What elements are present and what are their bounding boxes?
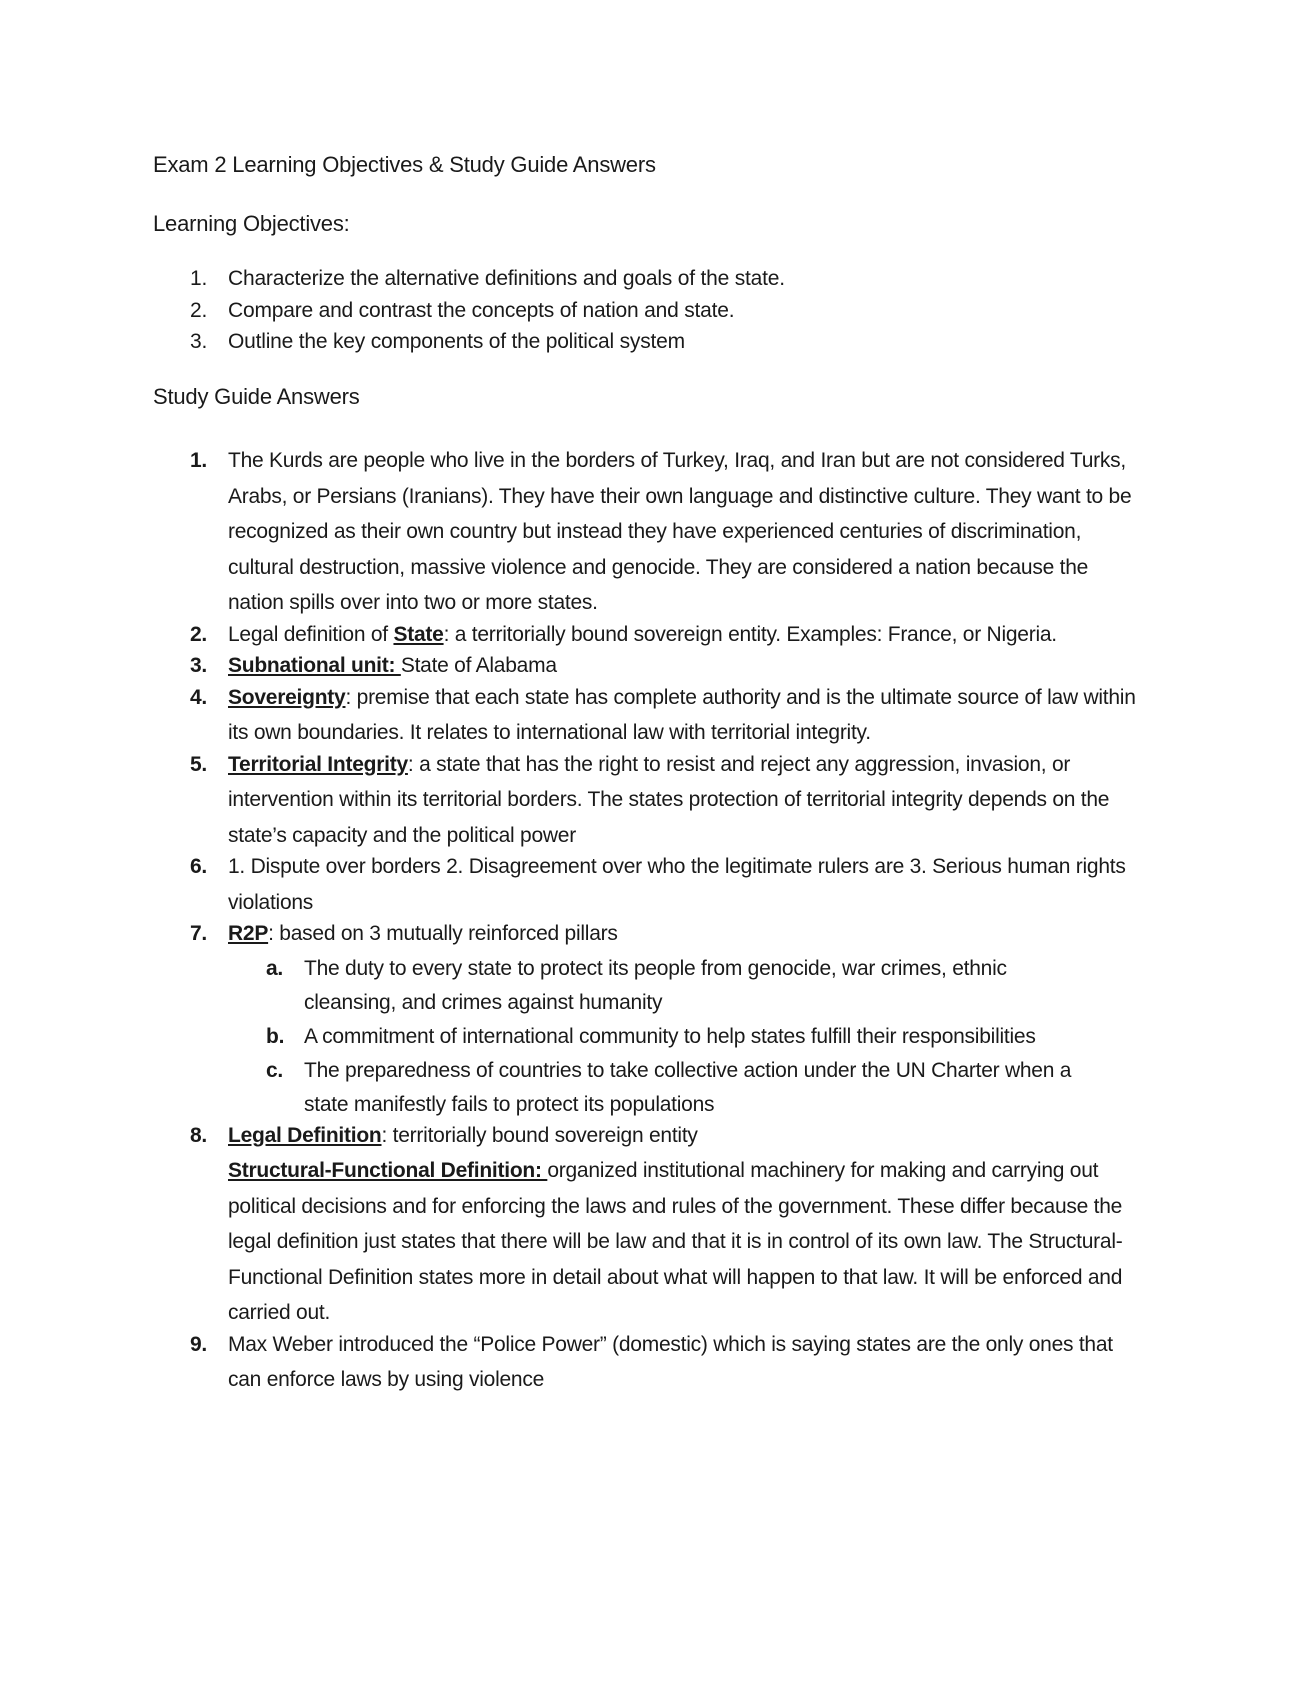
pillar-item (228, 1020, 1104, 1054)
answer-number: 1. (190, 449, 208, 472)
pillar-letter: b. (266, 1024, 285, 1048)
answer-item-2 (0, 617, 1138, 653)
answer-item-9 (0, 1327, 1138, 1398)
pillar-letter: c. (266, 1058, 284, 1082)
objective-text: Outline the key components of the political system (228, 330, 685, 353)
answer-number: 2. (190, 622, 208, 646)
answer-text: : based on 3 mutually reinforced pillars (268, 922, 618, 945)
answer-number: 7. (190, 922, 208, 945)
pillar-letter: a. (266, 956, 284, 980)
answer-item-8 (0, 1118, 1138, 1331)
structural-functional-paragraph (228, 1153, 1138, 1331)
objective-number: 2. (190, 298, 208, 322)
answer-item-6 (0, 849, 1138, 920)
learning-objectives-heading: Learning Objectives: (153, 211, 350, 236)
document-title: Exam 2 Learning Objectives & Study Guide Answers (153, 152, 656, 177)
answer-text: State of Alabama (400, 654, 557, 677)
answer-text: : a state that has the right to resist and reject any aggression, invasion, or intervention within its territorial borders. The states protection of territorial integrity depends on the state’s capacity and the political power (228, 752, 1110, 847)
answer-number: 6. (190, 855, 208, 878)
answer-term-2: Structural-Functional Definition: (228, 1159, 548, 1182)
pillar-text: A commitment of international community to help states fulfill their responsibilities (304, 1024, 1036, 1048)
answer-term: Sovereignty (228, 685, 346, 709)
r2p-pillars-list (228, 952, 1138, 1122)
objective-text: Compare and contrast the concepts of nation and state. (228, 298, 735, 322)
answer-text-2: organized institutional machinery for making and carrying out political decisions and for enforcing the laws and rules of the government. These differ because the legal definition just states that there will be law and that it is in control of its own law. The Structural-Functional Definition states more in detail about what will happen to that law. It will be enforced and carried out. (228, 1159, 1123, 1324)
legal-definition-line (228, 1118, 1138, 1154)
pillar-item (228, 952, 1104, 1020)
study-guide-heading: Study Guide Answers (153, 384, 360, 409)
answer-item-7 (0, 916, 1138, 1122)
answer-term: Legal Definition (228, 1123, 382, 1147)
answer-number: 4. (190, 685, 208, 709)
answer-prefix: Legal definition of (228, 622, 394, 646)
answer-item-3 (0, 648, 1138, 684)
answer-item-1 (0, 443, 1138, 621)
objective-number: 1. (190, 267, 208, 290)
answer-text: : premise that each state has complete authority and is the ultimate source of law within its own boundaries. It relates to international law with territorial integrity. (228, 685, 1136, 744)
answer-number: 8. (190, 1123, 208, 1147)
answer-number: 3. (190, 654, 208, 677)
answer-text: : a territorially bound sovereign entity. Examples: France, or Nigeria. (443, 622, 1057, 646)
answer-text: : territorially bound sovereign entity (381, 1123, 698, 1147)
pillar-text: The preparedness of countries to take collective action under the UN Charter when a state manifestly fails to protect its populations (304, 1058, 1072, 1116)
answer-term: Subnational unit: (228, 654, 401, 677)
answer-item-4 (0, 680, 1138, 751)
answer-term: Territorial Integrity (228, 752, 408, 776)
answer-text: 1. Dispute over borders 2. Disagreement over who the legitimate rulers are 3. Serious human rights violations (228, 855, 1126, 914)
answer-term: State (393, 622, 444, 646)
answer-text: Max Weber introduced the “Police Power” (domestic) which is saying states are the only ones that can enforce laws by using violence (228, 1332, 1113, 1391)
answer-item-5 (0, 747, 1138, 854)
pillar-text: The duty to every state to protect its people from genocide, war crimes, ethnic cleansing, and crimes against humanity (304, 956, 1007, 1014)
answer-number: 9. (190, 1332, 208, 1356)
answer-term: R2P (228, 922, 269, 945)
answer-number: 5. (190, 752, 208, 776)
pillar-item (228, 1054, 1104, 1122)
answer-text: The Kurds are people who live in the borders of Turkey, Iraq, and Iran but are not considered Turks, Arabs, or Persians (Iranians). They have their own language and distinctive culture. They want to be recognized as their own country but instead they have experienced centuries of discrimination, cultural destruction, massive violence and genocide. They are considered a nation because the nation spills over into two or more states. (228, 449, 1132, 614)
objective-text: Characterize the alternative definitions and goals of the state. (228, 267, 785, 290)
study-guide-answers-list (0, 443, 1306, 1394)
objective-number: 3. (190, 330, 208, 353)
